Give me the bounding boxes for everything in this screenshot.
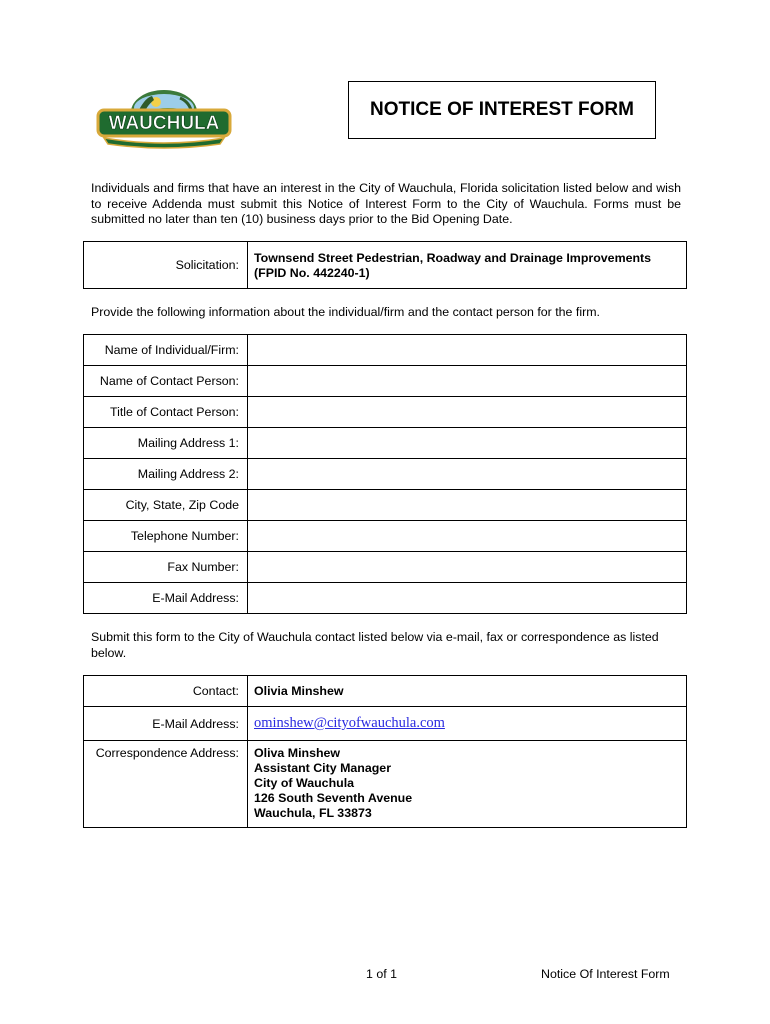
table-row <box>84 428 687 459</box>
table-row <box>84 459 687 490</box>
mailing-address-1-label: Mailing Address 1: <box>84 428 248 459</box>
table-row <box>84 707 687 741</box>
page-number: 1 of 1 <box>366 967 398 981</box>
solicitation-line-1: Townsend Street Pedestrian, Roadway and Drainage Improvements <box>254 250 652 265</box>
contact-title-label: Title of Contact Person: <box>84 397 248 428</box>
firm-name-label: Name of Individual/Firm: <box>84 335 248 366</box>
table-row <box>84 676 687 707</box>
provide-instructions: Provide the following information about the individual/firm and the contact person for the firm. <box>91 305 600 319</box>
table-row <box>84 397 687 428</box>
logo-text: WAUCHULA <box>108 113 220 134</box>
correspondence-address-label: Correspondence Address: <box>84 741 248 828</box>
firm-name-field[interactable] <box>248 335 687 366</box>
table-row <box>84 366 687 397</box>
solicitation-value <box>248 242 687 289</box>
fax-label: Fax Number: <box>84 552 248 583</box>
address-line: City of Wauchula <box>254 776 355 790</box>
form-title: NOTICE OF INTEREST FORM <box>348 81 656 139</box>
telephone-label: Telephone Number: <box>84 521 248 552</box>
address-line: Assistant City Manager <box>254 761 392 775</box>
footer-form-name: Notice Of Interest Form <box>541 967 670 981</box>
fax-field[interactable] <box>248 552 687 583</box>
contact-person-label: Name of Contact Person: <box>84 366 248 397</box>
correspondence-address <box>248 741 687 828</box>
solicitation-label: Solicitation: <box>84 242 248 289</box>
solicitation-table <box>83 241 687 289</box>
city-logo <box>96 86 232 152</box>
submit-instructions: Submit this form to the City of Wauchula contact listed below via e-mail, fax or correspondence as listed below. <box>91 630 659 660</box>
mailing-address-2-field[interactable] <box>248 459 687 490</box>
intro-paragraph: Individuals and firms that have an interest in the City of Wauchula, Florida solicitation listed below and wish to receive Addenda must submit this Notice of Interest Form to the City of Wauchula. Forms must be submitted no later than ten (10) business days prior to the Bid Opening Date. <box>91 181 681 226</box>
address-line: 126 South Seventh Avenue <box>254 791 413 805</box>
table-row <box>84 490 687 521</box>
contact-person-field[interactable] <box>248 366 687 397</box>
mailing-address-1-field[interactable] <box>248 428 687 459</box>
address-line: Oliva Minshew <box>254 746 341 760</box>
contact-name: Olivia Minshew <box>248 676 687 707</box>
city-state-zip-label: City, State, Zip Code <box>84 490 248 521</box>
table-row <box>84 583 687 614</box>
city-state-zip-field[interactable] <box>248 490 687 521</box>
applicant-info-table <box>83 334 687 614</box>
contact-title-field[interactable] <box>248 397 687 428</box>
contact-email-link[interactable]: ominshew@cityofwauchula.com <box>254 715 445 731</box>
telephone-field[interactable] <box>248 521 687 552</box>
address-line: Wauchula, FL 33873 <box>254 806 372 820</box>
mailing-address-2-label: Mailing Address 2: <box>84 459 248 490</box>
solicitation-line-2: (FPID No. 442240-1) <box>254 265 370 280</box>
city-contact-table <box>83 675 687 828</box>
table-row <box>84 552 687 583</box>
contact-label: Contact: <box>84 676 248 707</box>
table-row <box>84 521 687 552</box>
email-label: E-Mail Address: <box>84 583 248 614</box>
table-row <box>84 335 687 366</box>
contact-email-label: E-Mail Address: <box>84 707 248 741</box>
table-row <box>84 741 687 828</box>
email-field[interactable] <box>248 583 687 614</box>
